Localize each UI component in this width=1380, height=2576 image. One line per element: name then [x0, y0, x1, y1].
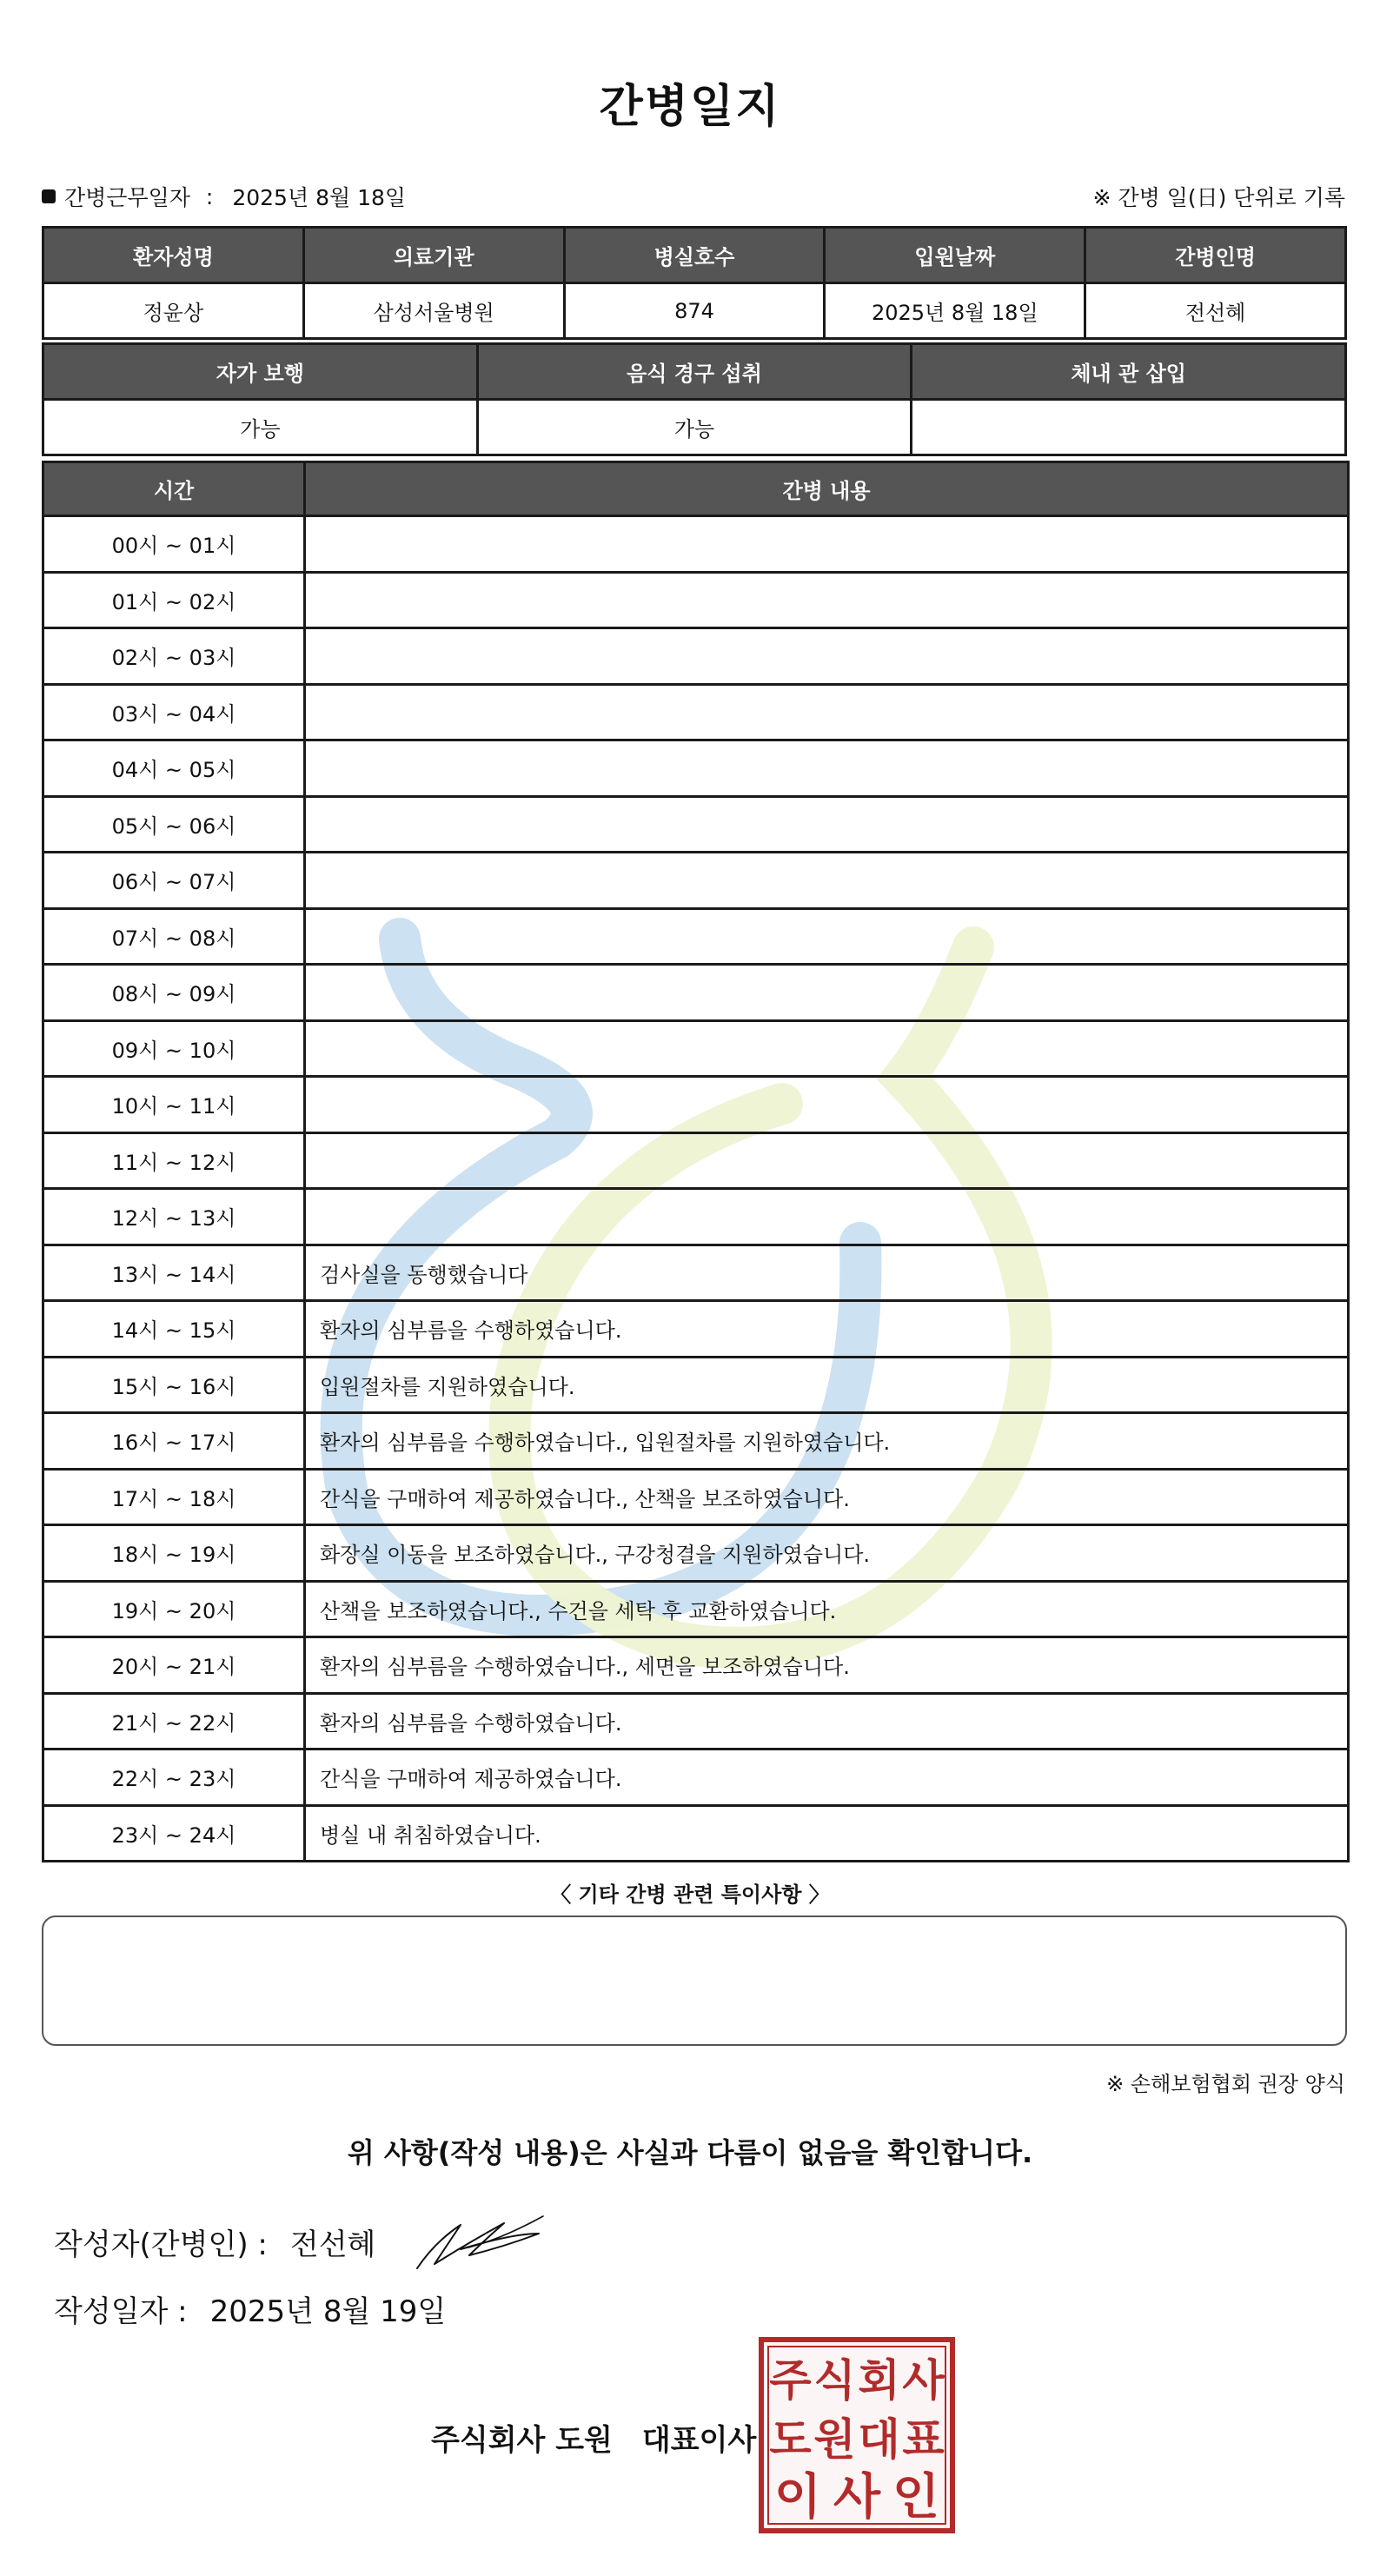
work-date-value: 2025년 8월 18일	[232, 185, 407, 210]
admission-date: 2025년 8월 18일	[825, 283, 1085, 339]
bullet-square-icon	[42, 189, 56, 203]
header-oral-intake: 음식 경구 섭취	[477, 344, 912, 400]
signature-icon	[408, 2208, 547, 2277]
table-row	[43, 1413, 1349, 1470]
seal-character: 식	[813, 2355, 856, 2406]
header-hospital: 의료기관	[303, 228, 564, 283]
table-row	[43, 1189, 1349, 1245]
work-date	[42, 181, 406, 212]
seal-character: 원	[813, 2414, 856, 2465]
care-content	[305, 1020, 1349, 1077]
work-date-label: 간병근무일자	[64, 185, 190, 210]
header-patient-name: 환자성명	[43, 228, 304, 283]
table-row	[43, 908, 1349, 965]
company-seal-icon	[758, 2336, 956, 2534]
writer-line	[54, 2221, 375, 2263]
table-row	[43, 1245, 1349, 1301]
work-date-separator: :	[205, 183, 214, 209]
table-row	[43, 1637, 1349, 1694]
table-row	[43, 1357, 1349, 1413]
table-row	[43, 1301, 1349, 1358]
seal-character: 회	[858, 2355, 900, 2406]
time-slot: 02시 ~ 03시	[43, 628, 305, 685]
writer-label: 작성자(간병인) :	[54, 2227, 268, 2262]
patient-condition-table	[42, 342, 1347, 456]
header-room: 병실호수	[564, 228, 825, 283]
table-row	[43, 1020, 1349, 1077]
time-slot: 05시 ~ 06시	[43, 796, 305, 853]
time-slot: 10시 ~ 11시	[43, 1077, 305, 1133]
time-slot: 13시 ~ 14시	[43, 1245, 305, 1301]
care-content	[305, 908, 1349, 965]
time-slot: 18시 ~ 19시	[43, 1525, 305, 1582]
care-content: 산책을 보조하였습니다., 수건을 세탁 후 교환하였습니다.	[305, 1581, 1349, 1637]
care-log-body	[43, 516, 1349, 1862]
header-self-walking: 자가 보행	[43, 344, 478, 400]
table-row	[43, 1749, 1349, 1806]
company-role: 대표이사	[641, 2423, 757, 2458]
time-slot: 15시 ~ 16시	[43, 1357, 305, 1413]
table-row	[43, 684, 1349, 740]
caregiver-name: 전선혜	[1085, 283, 1346, 339]
table-row	[43, 572, 1349, 628]
table-row	[43, 1469, 1349, 1525]
care-content	[305, 1189, 1349, 1245]
time-slot: 20시 ~ 21시	[43, 1637, 305, 1694]
care-content: 환자의 심부름을 수행하였습니다.	[305, 1301, 1349, 1358]
care-content	[305, 572, 1349, 628]
seal-character: 인	[892, 2469, 940, 2526]
table-row	[43, 740, 1349, 797]
care-content	[305, 684, 1349, 740]
table-row	[43, 1693, 1349, 1749]
care-content: 입원절차를 지원하였습니다.	[305, 1357, 1349, 1413]
care-content	[305, 1132, 1349, 1189]
table-row	[43, 516, 1349, 573]
header-admission-date: 입원날짜	[825, 228, 1085, 283]
header-time: 시간	[43, 462, 305, 516]
seal-character: 이	[773, 2469, 822, 2526]
table-row	[43, 1581, 1349, 1637]
care-content	[305, 796, 1349, 853]
time-slot: 11시 ~ 12시	[43, 1132, 305, 1189]
care-content: 검사실을 동행했습니다	[305, 1245, 1349, 1301]
page-title: 간병일지	[599, 81, 781, 133]
header-care-content: 간병 내용	[305, 462, 1349, 516]
written-date-label: 작성일자 :	[54, 2294, 188, 2329]
header-caregiver: 간병인명	[1085, 228, 1346, 283]
time-slot: 09시 ~ 10시	[43, 1020, 305, 1077]
table-row	[43, 1132, 1349, 1189]
care-content: 병실 내 취침하였습니다.	[305, 1805, 1349, 1862]
table-header-row	[43, 228, 1346, 283]
oral-intake-value: 가능	[477, 400, 912, 455]
care-content: 환자의 심부름을 수행하였습니다., 입원절차를 지원하였습니다.	[305, 1413, 1349, 1470]
time-slot: 03시 ~ 04시	[43, 684, 305, 740]
self-walking-value: 가능	[43, 400, 478, 455]
daily-record-note: ※ 간병 일(日) 단위로 기록	[1092, 185, 1345, 210]
care-content	[305, 516, 1349, 573]
patient-name: 정윤상	[43, 283, 304, 339]
tube-insertion-value	[912, 400, 1346, 455]
time-slot: 14시 ~ 15시	[43, 1301, 305, 1358]
care-content	[305, 853, 1349, 909]
time-slot: 22시 ~ 23시	[43, 1749, 305, 1806]
written-date-line	[54, 2287, 446, 2330]
care-content	[305, 965, 1349, 1021]
table-row	[43, 283, 1346, 339]
time-slot: 07시 ~ 08시	[43, 908, 305, 965]
table-header-row	[43, 344, 1346, 400]
time-slot: 00시 ~ 01시	[43, 516, 305, 573]
time-slot: 08시 ~ 09시	[43, 965, 305, 1021]
care-content	[305, 1077, 1349, 1133]
care-content: 환자의 심부름을 수행하였습니다., 세면을 보조하였습니다.	[305, 1637, 1349, 1694]
table-row	[43, 796, 1349, 853]
time-slot: 21시 ~ 22시	[43, 1693, 305, 1749]
written-date-value: 2025년 8월 19일	[209, 2294, 447, 2329]
notes-title: 〈 기타 간병 관련 특이사항 〉	[550, 1882, 830, 1907]
time-slot: 17시 ~ 18시	[43, 1469, 305, 1525]
table-row	[43, 628, 1349, 685]
seal-character: 주	[769, 2355, 812, 2406]
table-row	[43, 1805, 1349, 1862]
care-log-table	[42, 461, 1350, 1862]
care-content: 간식을 구매하여 제공하였습니다., 산책을 보조하였습니다.	[305, 1469, 1349, 1525]
hospital-name: 삼성서울병원	[303, 283, 564, 339]
care-content: 간식을 구매하여 제공하였습니다.	[305, 1749, 1349, 1806]
table-row	[43, 1077, 1349, 1133]
room-number: 874	[564, 283, 825, 339]
seal-character: 대	[858, 2414, 900, 2465]
table-row	[43, 400, 1346, 455]
recommended-form-note: ※ 손해보험협회 권장 양식	[1106, 2072, 1345, 2096]
notes-box	[42, 1915, 1347, 2046]
header-tube-insertion: 체내 관 삽입	[912, 344, 1346, 400]
writer-name: 전선혜	[289, 2227, 376, 2262]
company-line	[431, 2416, 756, 2459]
time-slot: 23시 ~ 24시	[43, 1805, 305, 1862]
confirmation-statement: 위 사항(작성 내용)은 사실과 다름이 없음을 확인합니다.	[347, 2136, 1033, 2169]
seal-character: 사	[833, 2469, 881, 2526]
care-content: 화장실 이동을 보조하였습니다., 구강청결을 지원하였습니다.	[305, 1525, 1349, 1582]
care-content: 환자의 심부름을 수행하였습니다.	[305, 1693, 1349, 1749]
company-name: 주식회사 도원	[431, 2423, 613, 2458]
patient-info-table	[42, 226, 1347, 340]
table-row	[43, 1525, 1349, 1582]
table-row	[43, 853, 1349, 909]
time-slot: 06시 ~ 07시	[43, 853, 305, 909]
time-slot: 16시 ~ 17시	[43, 1413, 305, 1470]
time-slot: 12시 ~ 13시	[43, 1189, 305, 1245]
table-row	[43, 965, 1349, 1021]
time-slot: 01시 ~ 02시	[43, 572, 305, 628]
seal-character: 도	[769, 2414, 812, 2465]
seal-character: 표	[902, 2414, 945, 2465]
time-slot: 19시 ~ 20시	[43, 1581, 305, 1637]
care-content	[305, 740, 1349, 797]
seal-character: 사	[902, 2355, 945, 2406]
care-content	[305, 628, 1349, 685]
time-slot: 04시 ~ 05시	[43, 740, 305, 797]
table-header-row	[43, 462, 1349, 516]
